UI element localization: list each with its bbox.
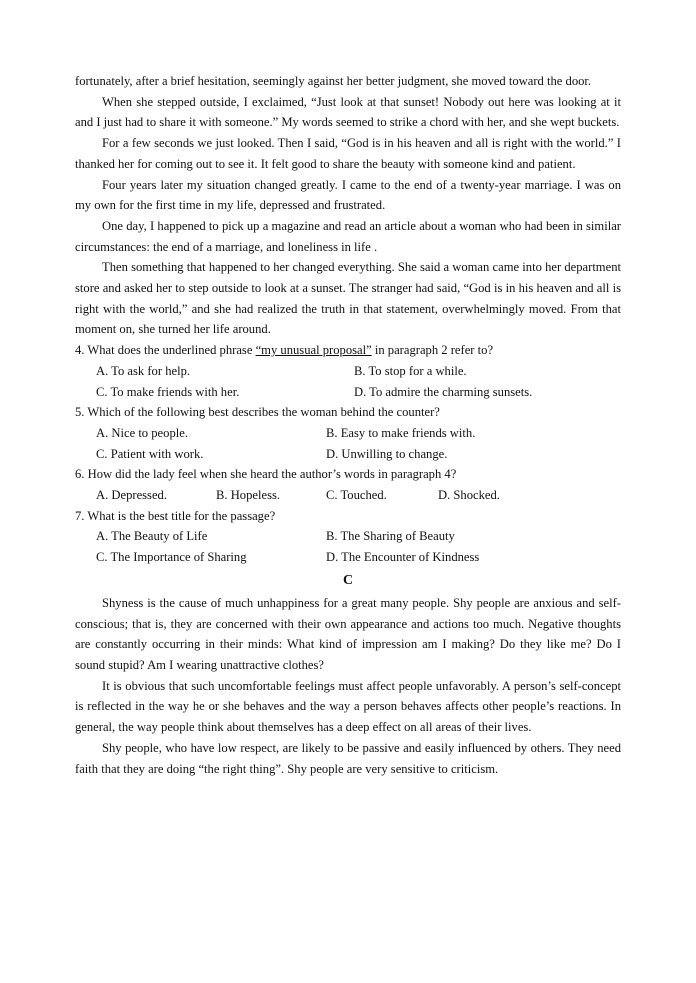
question-4-option-d[interactable]: D. To admire the charming sunsets. [354,384,533,399]
question-6-option-a[interactable]: A. Depressed. [96,488,167,503]
passage-b-paragraph-4: Four years later my situation changed greatly. I came to the end of a twenty-year marriage. I was on my own for the first time in my life, depressed and frustrated. [75,177,621,213]
passage-b-paragraph-3: For a few seconds we just looked. Then I said, “God is in his heaven and all is right with the world.” I thanked her for coming out to see it. It felt good to share the beauty with someone kind and patient. [75,136,621,171]
question-4-options [75,361,621,402]
question-7-options [75,526,621,567]
question-4-option-a[interactable]: A. To ask for help. [96,363,191,378]
question-7 [75,506,621,568]
question-4-stem-before: 4. What does the underlined phrase [75,343,256,358]
question-4-option-c[interactable]: C. To make friends with her. [96,384,240,399]
passage-c-paragraph-3: Shy people, who have low respect, are likely to be passive and easily influenced by others. They need faith that they are doing “the right thing”. Shy people are very sensitive to criticism. [75,740,621,776]
question-6-option-c[interactable]: C. Touched. [326,488,387,503]
question-4 [75,340,621,402]
question-6-stem: 6. How did the lady feel when she heard the author’s words in paragraph 4? [75,467,457,482]
passage-c-paragraph-2: It is obvious that such uncomfortable feelings must affect people unfavorably. A person’s self-concept is reflected in the way he or she behaves and the way a person behaves affects other people’s reactions. In general, the way people think about themselves has a deep effect on all areas of their lives. [75,678,621,735]
section-heading-c: C [342,572,354,588]
question-4-stem [75,340,621,361]
question-5-option-d[interactable]: D. Unwilling to change. [326,446,448,461]
question-6-option-d[interactable]: D. Shocked. [438,488,500,503]
question-5-stem: 5. Which of the following best describes the woman behind the counter? [75,405,440,420]
question-5-options [75,423,621,464]
question-7-option-a[interactable]: A. The Beauty of Life [96,529,208,544]
question-5-option-c[interactable]: C. Patient with work. [96,446,204,461]
question-5-option-b[interactable]: B. Easy to make friends with. [326,425,476,440]
question-7-option-c[interactable]: C. The Importance of Sharing [96,550,247,565]
question-5 [75,402,621,464]
question-7-option-b[interactable]: B. The Sharing of Beauty [326,529,455,544]
underlined-phrase: “my unusual proposal” [255,343,372,358]
passage-b-paragraph-1: fortunately, after a brief hesitation, seemingly against her better judgment, she moved toward the door. [75,74,592,88]
question-6 [75,464,621,505]
passage-c-paragraph-1: Shyness is the cause of much unhappiness for a great many people. Shy people are anxious and self-conscious; that is, they are concerned with their own appearance and actions too much. Negative thoughts are constantly occurring in their minds: What kind of impression am I making? Do they like me? Do I sound stupid? Am I wearing unattractive clothes? [75,595,621,672]
question-4-stem-after: in paragraph 2 refer to? [371,343,494,358]
question-4-option-b[interactable]: B. To stop for a while. [354,363,467,378]
question-6-option-b[interactable]: B. Hopeless. [216,488,281,503]
passage-b-paragraph-6: Then something that happened to her changed everything. She said a woman came into her department store and asked her to step outside to look at a sunset. The stranger had said, “God is in his heaven and all is right with the world,” and she had realized the truth in that statement, overwhelmingly moved. From that moment on, she turned her life around. [75,260,621,337]
passage-b-paragraph-5: One day, I happened to pick up a magazine and read an article about a woman who had been in similar circumstances: the end of a marriage, and loneliness in life . [75,218,621,254]
question-6-options [75,485,621,506]
question-7-stem: 7. What is the best title for the passage? [75,508,276,523]
document-page [75,71,621,779]
passage-b-paragraph-2: When she stepped outside, I exclaimed, “Just look at that sunset! Nobody out here was looking at it and I just had to share it with someone.” My words seemed to strike a chord with her, and she wept buckets. [75,94,621,130]
question-7-option-d[interactable]: D. The Encounter of Kindness [326,550,480,565]
question-5-option-a[interactable]: A. Nice to people. [96,425,188,440]
